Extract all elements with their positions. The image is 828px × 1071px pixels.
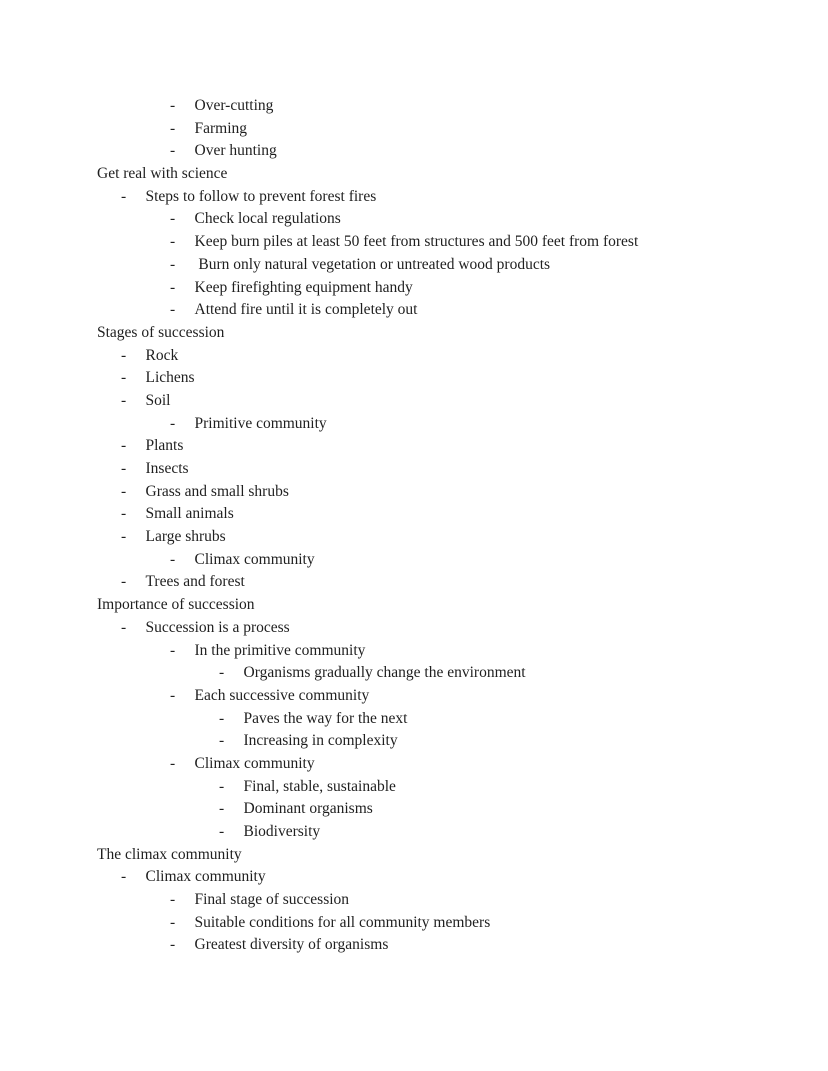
- list-item: [0, 458, 828, 481]
- list-item: [0, 549, 828, 572]
- list-item: [0, 866, 828, 889]
- list-item: [0, 912, 828, 935]
- list-item: [0, 345, 828, 368]
- dash-bullet-icon: -: [121, 868, 127, 886]
- list-item: [0, 140, 828, 163]
- line-text: Paves the way for the next: [243, 709, 408, 727]
- list-item: [0, 95, 828, 118]
- dash-bullet-icon: -: [121, 460, 127, 477]
- line-text: Succession is a process: [145, 618, 290, 636]
- dash-bullet-icon: -: [121, 346, 127, 364]
- line-text: Soil: [145, 391, 171, 409]
- list-item: [0, 526, 828, 549]
- list-item: [0, 435, 828, 458]
- line-text: Insects: [145, 460, 189, 477]
- dash-bullet-icon: -: [170, 210, 176, 228]
- line-text: Keep firefighting equipment handy: [194, 278, 413, 296]
- list-item: [0, 889, 828, 912]
- line-text: Climax community: [194, 754, 315, 772]
- list-item: [0, 753, 828, 776]
- list-item: [0, 798, 828, 821]
- dash-bullet-icon: -: [219, 664, 225, 682]
- line-text: Organisms gradually change the environment: [243, 664, 526, 682]
- line-text: Keep burn piles at least 50 feet from structures and 500 feet from forest: [194, 233, 639, 251]
- dash-bullet-icon: -: [170, 278, 176, 296]
- dash-bullet-icon: -: [121, 369, 127, 387]
- dash-bullet-icon: -: [219, 777, 225, 795]
- dash-bullet-icon: -: [219, 800, 225, 818]
- line-text: Steps to follow to prevent forest fires: [145, 187, 377, 205]
- document-body: [0, 95, 828, 957]
- dash-bullet-icon: -: [121, 618, 127, 636]
- list-item: [0, 208, 828, 231]
- dash-bullet-icon: -: [170, 550, 176, 568]
- list-item: [0, 617, 828, 640]
- line-text: In the primitive community: [194, 641, 366, 659]
- dash-bullet-icon: -: [121, 391, 127, 409]
- list-item: [0, 662, 828, 685]
- line-text: The climax community: [97, 845, 242, 863]
- line-text: Lichens: [145, 369, 195, 387]
- line-text: Increasing in complexity: [243, 732, 398, 750]
- list-item: [0, 640, 828, 663]
- line-text: Large shrubs: [145, 528, 226, 546]
- dash-bullet-icon: -: [170, 754, 176, 772]
- line-text: Final stage of succession: [194, 891, 350, 909]
- line-text: Over hunting: [194, 142, 277, 160]
- dash-bullet-icon: -: [219, 823, 225, 840]
- dash-bullet-icon: -: [170, 913, 176, 931]
- outline-heading: [0, 163, 828, 186]
- line-text: Attend fire until it is completely out: [194, 301, 418, 319]
- list-item: [0, 571, 828, 594]
- dash-bullet-icon: -: [170, 255, 176, 273]
- line-text: Get real with science: [97, 165, 228, 183]
- list-item: [0, 413, 828, 436]
- list-item: [0, 367, 828, 390]
- line-text: Trees and forest: [145, 573, 245, 591]
- dash-bullet-icon: -: [170, 641, 176, 659]
- list-item: [0, 730, 828, 753]
- dash-bullet-icon: -: [170, 936, 176, 954]
- dash-bullet-icon: -: [121, 437, 127, 455]
- dash-bullet-icon: -: [121, 505, 127, 523]
- dash-bullet-icon: -: [121, 528, 127, 546]
- list-item: [0, 503, 828, 526]
- line-text: Suitable conditions for all community members: [194, 913, 491, 931]
- list-item: [0, 231, 828, 254]
- line-text: Final, stable, sustainable: [243, 777, 396, 795]
- dash-bullet-icon: -: [170, 97, 176, 114]
- line-text: Dominant organisms: [243, 800, 373, 818]
- line-text: Climax community: [145, 868, 266, 886]
- line-text: Farming: [194, 119, 248, 137]
- line-text: Biodiversity: [243, 823, 321, 840]
- dash-bullet-icon: -: [121, 482, 127, 500]
- line-text: Importance of succession: [97, 596, 255, 614]
- list-item: [0, 299, 828, 322]
- outline-heading: [0, 844, 828, 867]
- outline-heading: [0, 594, 828, 617]
- list-item: [0, 821, 828, 844]
- dash-bullet-icon: -: [170, 233, 176, 251]
- list-item: [0, 708, 828, 731]
- dash-bullet-icon: -: [170, 414, 176, 432]
- dash-bullet-icon: -: [219, 709, 225, 727]
- dash-bullet-icon: -: [219, 732, 225, 750]
- line-text: Over-cutting: [194, 97, 274, 114]
- dash-bullet-icon: -: [170, 119, 176, 137]
- line-text: Rock: [145, 346, 179, 364]
- line-text: Climax community: [194, 550, 315, 568]
- dash-bullet-icon: -: [121, 187, 127, 205]
- outline-heading: [0, 322, 828, 345]
- dash-bullet-icon: -: [170, 686, 176, 704]
- line-text: Plants: [145, 437, 184, 455]
- list-item: [0, 118, 828, 141]
- dash-bullet-icon: -: [170, 142, 176, 160]
- line-text: Greatest diversity of organisms: [194, 936, 389, 954]
- list-item: [0, 934, 828, 957]
- line-text: Primitive community: [194, 414, 327, 432]
- line-text: Each successive community: [194, 686, 370, 704]
- list-item: [0, 776, 828, 799]
- list-item: [0, 254, 828, 277]
- line-text: Grass and small shrubs: [145, 482, 289, 500]
- dash-bullet-icon: -: [170, 301, 176, 319]
- list-item: [0, 481, 828, 504]
- dash-bullet-icon: -: [170, 891, 176, 909]
- list-item: [0, 277, 828, 300]
- line-text: Burn only natural vegetation or untreated wood products: [194, 255, 551, 273]
- line-text: Check local regulations: [194, 210, 341, 228]
- dash-bullet-icon: -: [121, 573, 127, 591]
- list-item: [0, 685, 828, 708]
- list-item: [0, 390, 828, 413]
- line-text: Small animals: [145, 505, 234, 523]
- list-item: [0, 186, 828, 209]
- line-text: Stages of succession: [97, 323, 225, 341]
